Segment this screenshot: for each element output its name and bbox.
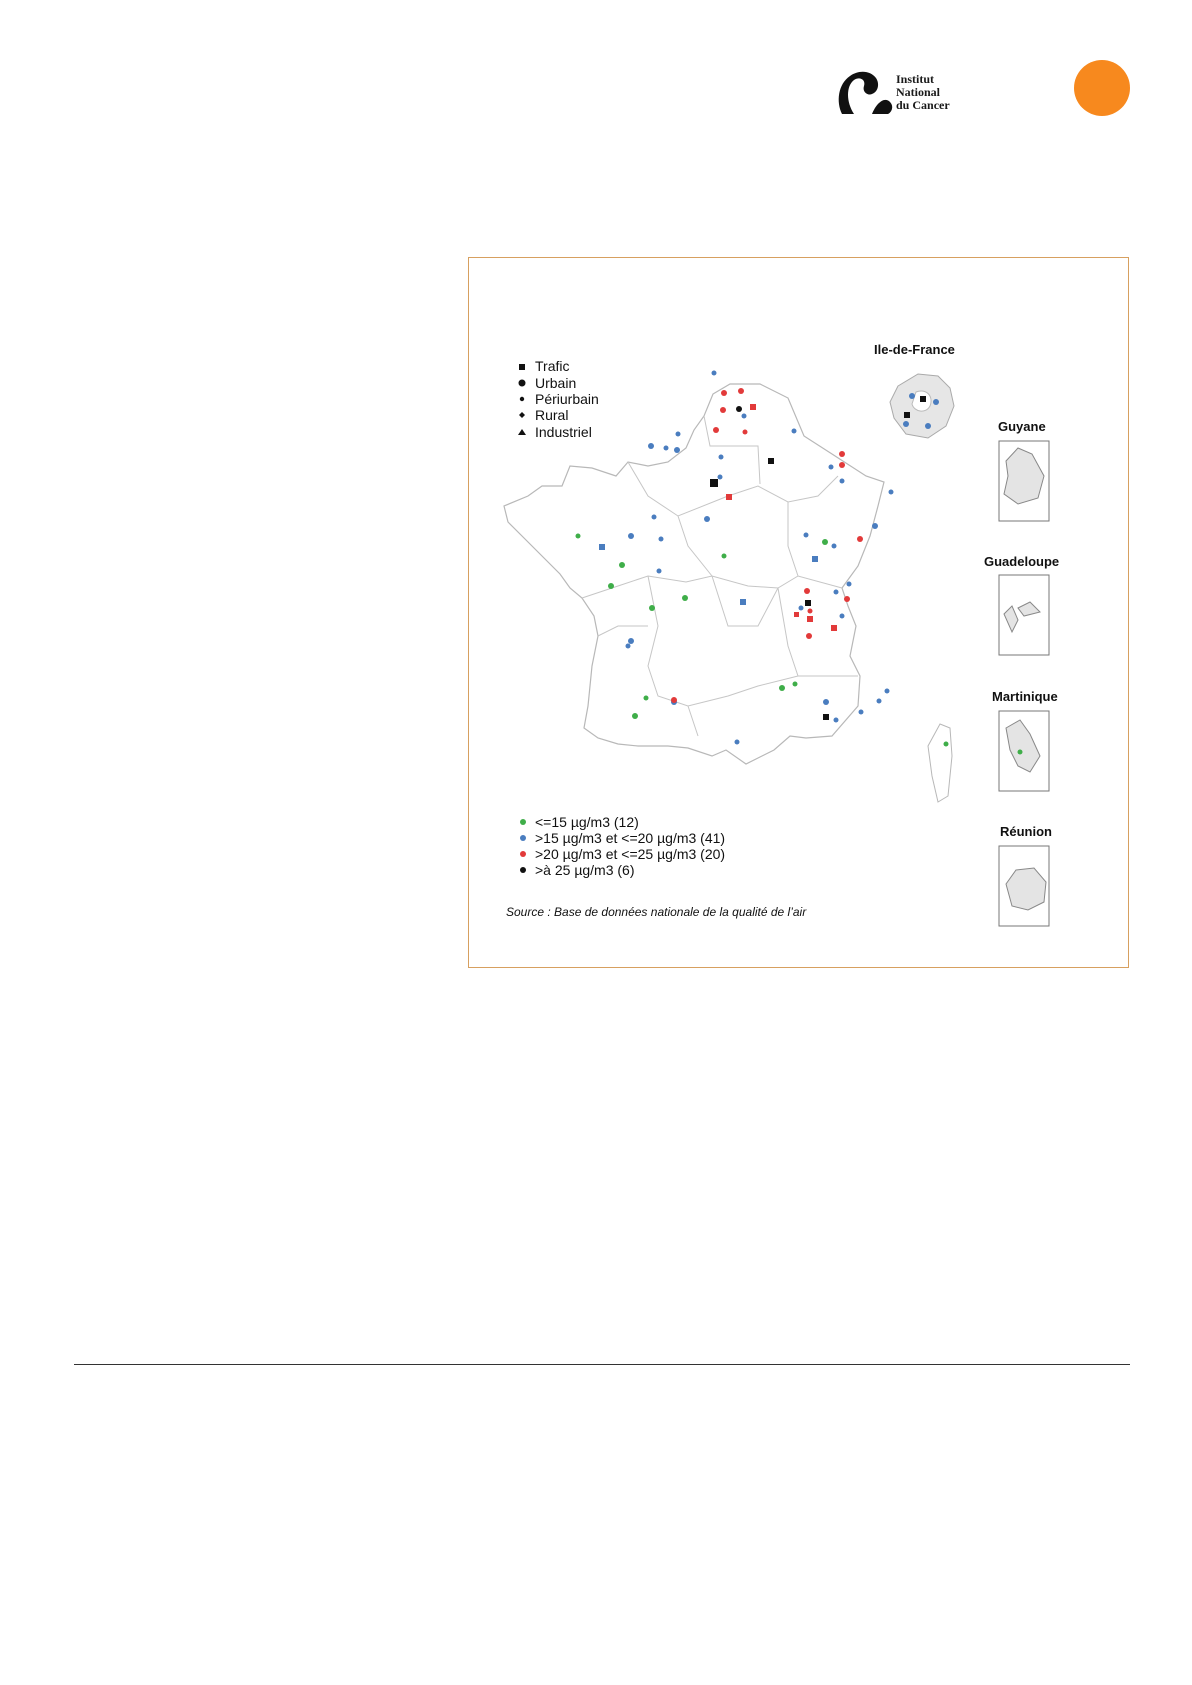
station-marker: [812, 556, 818, 562]
inca-logo-text: [896, 73, 950, 112]
station-marker: [832, 544, 837, 549]
station-marker: [904, 412, 910, 418]
station-marker: [659, 537, 664, 542]
station-marker: [743, 430, 748, 435]
station-marker: [740, 599, 746, 605]
station-marker: [808, 609, 813, 614]
station-marker: [736, 406, 742, 412]
inset-title-martinique: Martinique: [992, 689, 1058, 704]
inca-logo-mark: [832, 62, 902, 122]
station-marker: [768, 458, 774, 464]
station-marker: [933, 399, 939, 405]
station-marker: [839, 451, 845, 457]
station-marker: [738, 388, 744, 394]
station-marker: [722, 554, 727, 559]
legend-label: Urbain: [535, 375, 577, 391]
logo-line: Institut: [896, 72, 935, 86]
legend-dot-blue: [520, 835, 526, 841]
station-marker: [823, 699, 829, 705]
station-marker: [626, 644, 631, 649]
station-marker: [885, 689, 890, 694]
station-marker: [840, 614, 845, 619]
inset-title-guadeloupe: Guadeloupe: [984, 554, 1060, 569]
legend-label: Périurbain: [535, 391, 599, 407]
station-marker: [628, 638, 634, 644]
station-marker: [657, 569, 662, 574]
station-marker: [793, 682, 798, 687]
station-marker: [779, 685, 785, 691]
station-marker: [742, 414, 747, 419]
legend-label: Industriel: [535, 424, 592, 440]
station-marker: [664, 446, 669, 451]
station-marker: [804, 588, 810, 594]
station-marker: [857, 536, 863, 542]
concentration-legend: [520, 814, 725, 878]
legend-label: Trafic: [535, 358, 570, 374]
station-marker: [719, 455, 724, 460]
station-marker: [804, 533, 809, 538]
station-marker: [649, 605, 655, 611]
legend-label: >à 25 µg/m3 (6): [535, 862, 635, 878]
station-marker: [840, 479, 845, 484]
station-marker: [920, 396, 926, 402]
urbain-circle-icon: [519, 380, 526, 387]
station-marker: [829, 465, 834, 470]
station-marker: [847, 582, 852, 587]
station-marker: [822, 539, 828, 545]
station-marker: [794, 612, 799, 617]
station-marker: [799, 606, 804, 611]
station-marker: [628, 533, 634, 539]
industriel-triangle-icon: [518, 429, 526, 435]
station-marker: [644, 696, 649, 701]
legend-dot-red: [520, 851, 526, 857]
mainland-outline: [504, 384, 884, 764]
station-marker: [682, 595, 688, 601]
idf-inset-title: Ile-de-France: [874, 342, 955, 357]
station-marker: [805, 600, 811, 606]
rural-diamond-icon: [519, 412, 525, 418]
trafic-square-icon: [519, 364, 525, 370]
station-marker: [652, 515, 657, 520]
station-marker: [834, 718, 839, 723]
legend-label: Rural: [535, 407, 569, 423]
periurbain-dot-icon: [520, 397, 524, 401]
overseas-insets: [984, 419, 1059, 926]
station-marker: [674, 447, 680, 453]
station-marker: [726, 494, 732, 500]
station-marker: [713, 427, 719, 433]
station-marker: [903, 421, 909, 427]
station-marker: [872, 523, 878, 529]
station-marker: [834, 590, 839, 595]
logo-line: du Cancer: [896, 98, 950, 112]
station-marker: [750, 404, 756, 410]
station-marker: [925, 423, 931, 429]
station-marker: [823, 714, 829, 720]
inset-title-guyane: Guyane: [998, 419, 1046, 434]
legend-dot-black: [520, 867, 526, 873]
station-marker: [704, 516, 710, 522]
station-marker: [721, 390, 727, 396]
legend-label: >15 µg/m3 et <=20 µg/m3 (41): [535, 830, 726, 846]
station-marker: [632, 713, 638, 719]
station-marker: [576, 534, 581, 539]
station-marker: [671, 697, 677, 703]
station-marker: [889, 490, 894, 495]
legend-label: <=15 µg/m3 (12): [535, 814, 639, 830]
logo-line: National: [896, 85, 941, 99]
station-marker: [718, 475, 723, 480]
station-marker: [806, 633, 812, 639]
station-marker: [909, 393, 915, 399]
station-marker: [839, 462, 845, 468]
inset-title-reunion: Réunion: [1000, 824, 1052, 839]
station-marker: [831, 625, 837, 631]
station-marker: [944, 742, 949, 747]
corsica-outline: [928, 724, 952, 802]
station-type-legend: [518, 358, 599, 440]
station-marker: [877, 699, 882, 704]
station-marker: [676, 432, 681, 437]
station-marker: [710, 479, 718, 487]
station-marker: [608, 583, 614, 589]
legend-dot-green: [520, 819, 526, 825]
station-marker: [619, 562, 625, 568]
legend-label: >20 µg/m3 et <=25 µg/m3 (20): [535, 846, 726, 862]
station-marker: [735, 740, 740, 745]
station-marker: [599, 544, 605, 550]
station-marker: [859, 710, 864, 715]
station-marker: [720, 407, 726, 413]
station-marker: [844, 596, 850, 602]
station-marker: [807, 616, 813, 622]
orange-accent-dot: [1074, 60, 1130, 116]
station-marker: [792, 429, 797, 434]
station-marker: [1018, 750, 1023, 755]
station-marker: [648, 443, 654, 449]
map-source: Source : Base de données nationale de la qualité de l’air: [506, 905, 807, 919]
footer-rule: [74, 1364, 1130, 1365]
station-marker: [712, 371, 717, 376]
no2-station-map: [498, 326, 1108, 952]
